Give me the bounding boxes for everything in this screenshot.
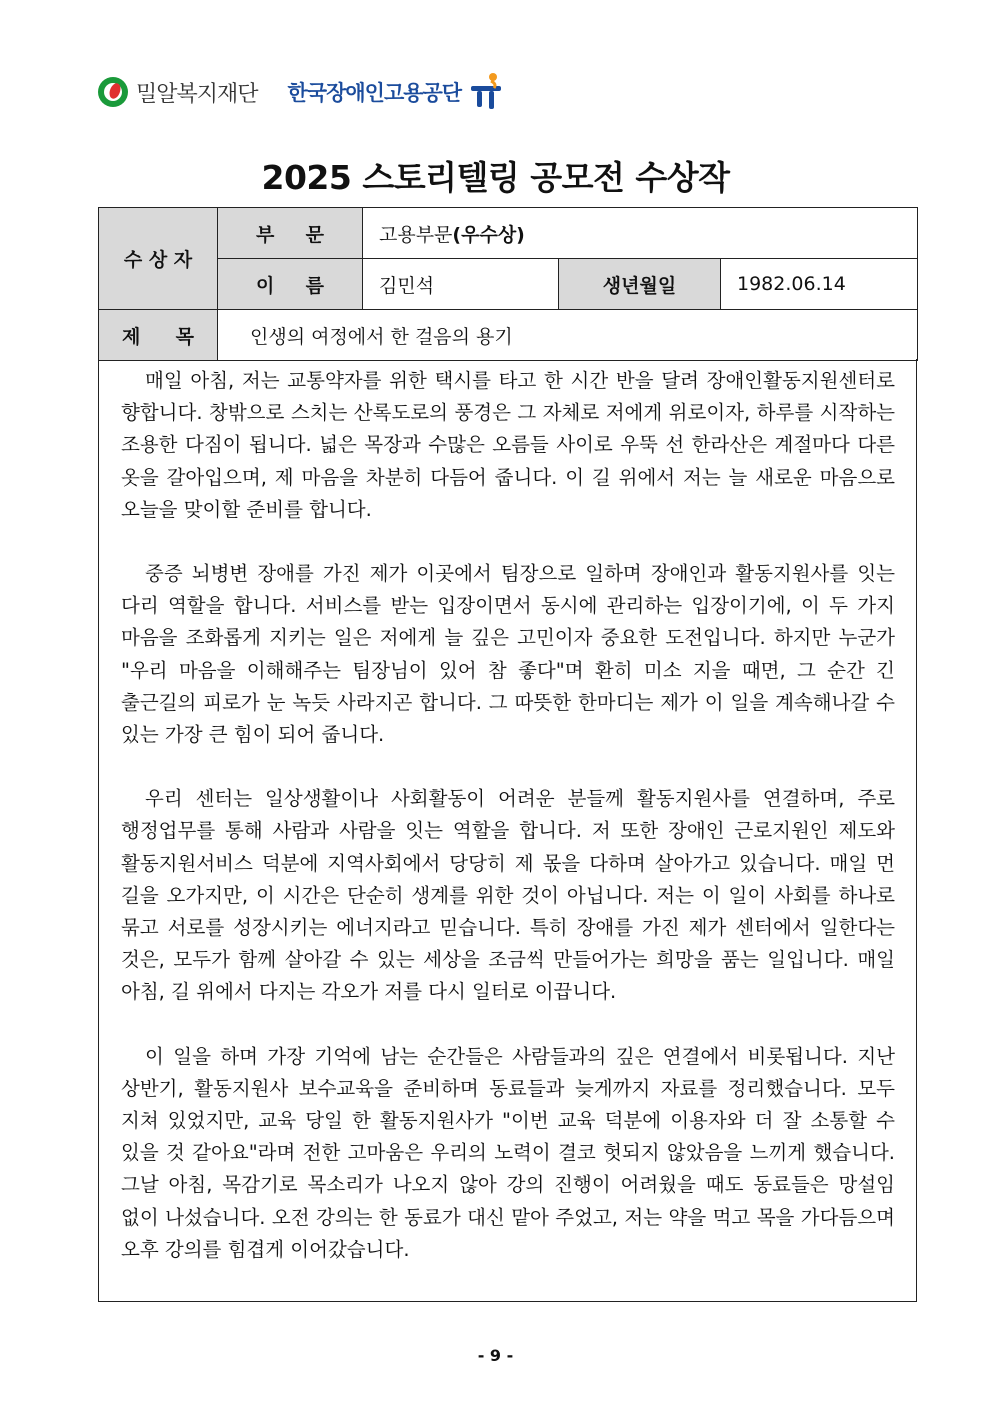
table-row: [99, 310, 918, 361]
subject-label: 제 목: [122, 325, 194, 348]
awardee-label-cell: [99, 208, 218, 310]
subject-value: 인생의 여정에서 한 걸음의 용기: [218, 310, 918, 361]
kead-logo-icon: [467, 72, 505, 112]
milal-logo-icon: [96, 75, 130, 109]
birth-value: 1982.06.14: [721, 259, 918, 310]
paragraph-3: 우리 센터는 일상생활이나 사회활동이 어려운 분들께 활동지원사를 연결하며, 주로 행정업무를 통해 사람과 사람을 잇는 역할을 합니다. 저 또한 장애인 근로지원인 제도와 활동지원서비스 덕분에 지역사회에서 당당히 제 몫을 다하며 살아가고 있습니다. 매일 먼 길을 오가지만, 이 시간은 단순히 생계를 위한 것이 아닙니다. 저는 이 일이 사회를 하나로 묶고 서로를 성장시키는 에너지라고 믿습니다. 특히 장애를 가진 제가 센터에서 일한다는 것은, 모두가 함께 살아갈 수 있는 세상을 조금씩 만들어가는 희망을 품는 일입니다. 매일 아침, 길 위에서 다지는 각오가 저를 다시 일터로 이끕니다.: [121, 787, 895, 1004]
table-row: [99, 259, 918, 310]
milal-logo-text: 밀알복지재단: [136, 81, 258, 107]
name-label: 이 름: [256, 274, 324, 297]
kead-logo: [288, 72, 506, 112]
paragraph-1: 매일 아침, 저는 교통약자를 위한 택시를 타고 한 시간 반을 달려 장애인활동지원센터로 향합니다. 창밖으로 스치는 산록도로의 풍경은 그 자체로 저에게 위로이자, 하루를 시작하는 조용한 다짐이 됩니다. 넓은 목장과 수많은 오름들 사이로 우뚝 선 한라산은 계절마다 다른 옷을 갈아입으며, 제 마음을 차분히 다듬어 줍니다. 이 길 위에서 저는 늘 새로운 마음으로 오늘을 맞이할 준비를 합니다.: [121, 369, 895, 521]
story-paragraphs: [121, 365, 895, 1266]
paragraph-2: 중증 뇌병변 장애를 가진 제가 이곳에서 팀장으로 일하며 장애인과 활동지원사를 잇는 다리 역할을 합니다. 서비스를 받는 입장이면서 동시에 관리하는 입장이기에, 이 두 가지 마음을 조화롭게 지키는 일은 저에게 늘 깊은 고민이자 중요한 도전입니다. 하지만 누군가 "우리 마음을 이해해주는 팀장님이 있어 참 좋다"며 환히 미소 지을 때면, 그 순간 긴 출근길의 피로가 눈 녹듯 사라지곤 합니다. 그 따뜻한 한마디는 제가 이 일을 계속해나갈 수 있는 가장 큰 힘이 되어 줍니다.: [121, 562, 895, 747]
section-value: 고용부문: [379, 223, 453, 246]
header-logos: [96, 70, 505, 114]
section-label: 부 문: [256, 223, 324, 246]
page-title: 2025 스토리텔링 공모전 수상작: [261, 158, 730, 197]
milal-logo: [96, 75, 258, 109]
subject-label-cell: [99, 310, 218, 361]
award-info-table: [98, 207, 918, 361]
name-label-cell: [218, 259, 363, 310]
awardee-label: 수 상 자: [123, 249, 193, 271]
birth-label: 생년월일: [559, 259, 721, 310]
name-value: 김민석: [363, 259, 559, 310]
table-row: [99, 208, 918, 259]
section-value-cell: [363, 208, 918, 259]
section-award: (우수상): [452, 223, 525, 246]
page-number: - 9 -: [477, 1346, 514, 1365]
story-body: [98, 359, 917, 1302]
section-label-cell: [218, 208, 363, 259]
paragraph-4: 이 일을 하며 가장 기억에 남는 순간들은 사람들과의 깊은 연결에서 비롯됩니다. 지난 상반기, 활동지원사 보수교육을 준비하며 동료들과 늦게까지 자료를 정리했습니다. 모두 지쳐 있었지만, 교육 당일 한 활동지원사가 "이번 교육 덕분에 이용자와 더 잘 소통할 수 있을 것 같아요"라며 전한 고마움은 우리의 노력이 결코 헛되지 않았음을 느끼게 했습니다. 그날 아침, 목감기로 목소리가 나오지 않아 강의 진행이 어려웠을 때도 동료들은 망설임 없이 나섰습니다. 오전 강의는 한 동료가 대신 맡아 주었고, 저는 약을 먹고 목을 가다듬으며 오후 강의를 힘겹게 이어갔습니다.: [121, 1044, 895, 1261]
kead-logo-text: 한국장애인고용공단: [287, 81, 462, 105]
